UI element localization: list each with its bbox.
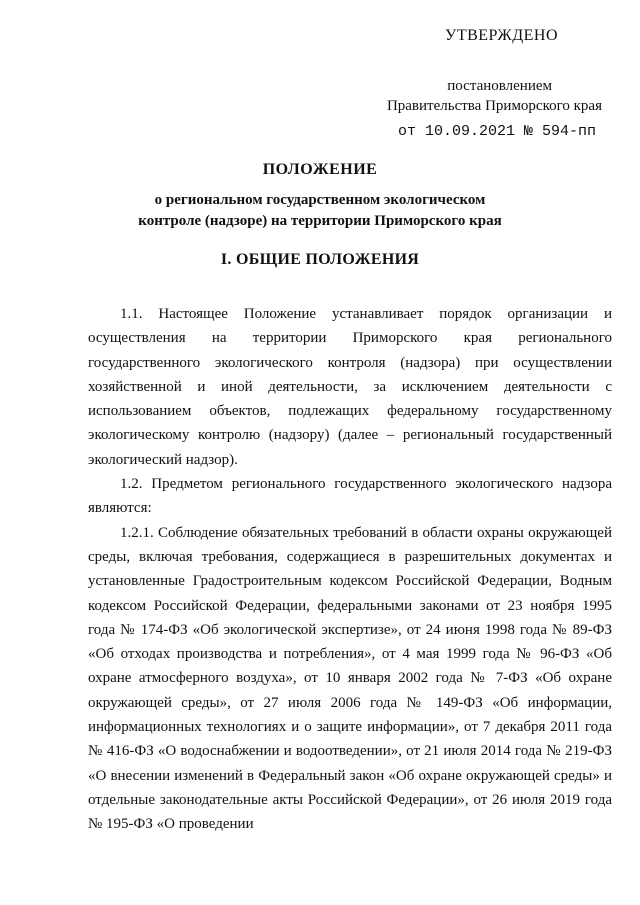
paragraph-1-2: 1.2. Предметом регионального государственного экологического надзора являются: — [88, 476, 612, 517]
approval-line-decree: постановлением — [447, 78, 552, 94]
section-heading: I. ОБЩИЕ ПОЛОЖЕНИЯ — [220, 251, 420, 268]
document-body — [88, 302, 612, 837]
paragraph-1-2-1: 1.2.1. Соблюдение обязательных требований в области охраны окружающей среды, включая требования, содержащиеся в разрешительных документах и установленные Градостроительным кодексом Российской Федерации, Водным кодексом Российской Федерации, федеральными законами от 23 ноября 1995 года № 174-ФЗ «Об экологической экспертизе», от 24 июня 1998 года № 89-ФЗ «Об отходах производства и потребления», от 4 мая 1999 года № 96-ФЗ «Об охране атмосферного воздуха», от 10 января 2002 года № 7-ФЗ «Об охране окружающей среды», от 27 июля 2006 года № 149-ФЗ «Об информации, информационных технологиях и о защите информации», от 7 декабря 2011 года № 416-ФЗ «О водоснабжении и водоотведении», от 21 июля 2014 года № 219-ФЗ «О внесении изменений в Федеральный закон «Об охране окружающей среды» и отдельные законодательные акты Российской Федерации», от 26 июля 2019 года № 195-ФЗ «О проведении — [88, 524, 612, 833]
paragraph-1-1: 1.1. Настоящее Положение устанавливает порядок организации и осуществления на территории Приморского края регионального государственного экологического контроля (надзора) при осуществлении хозяйственной и иной деятельности, за исключением деятельности с использованием объектов, подлежащих федеральному государственному экологическому контролю (надзору) (далее – региональный государственный экологический надзор). — [88, 306, 612, 468]
approval-line-date-number: от 10.09.2021 № 594-пп — [397, 123, 596, 140]
approval-stamp — [342, 26, 602, 142]
document-subtitle-line-2: контроле (надзоре) на территории Приморского края — [138, 213, 502, 229]
document-subtitle — [0, 190, 640, 232]
approval-line-government: Правительства Приморского края — [386, 98, 602, 114]
document-subtitle-line-1: о региональном государственном экологическом — [154, 192, 486, 208]
document-title: ПОЛОЖЕНИЕ — [262, 161, 378, 178]
approval-title: УТВЕРЖДЕНО — [444, 27, 558, 44]
